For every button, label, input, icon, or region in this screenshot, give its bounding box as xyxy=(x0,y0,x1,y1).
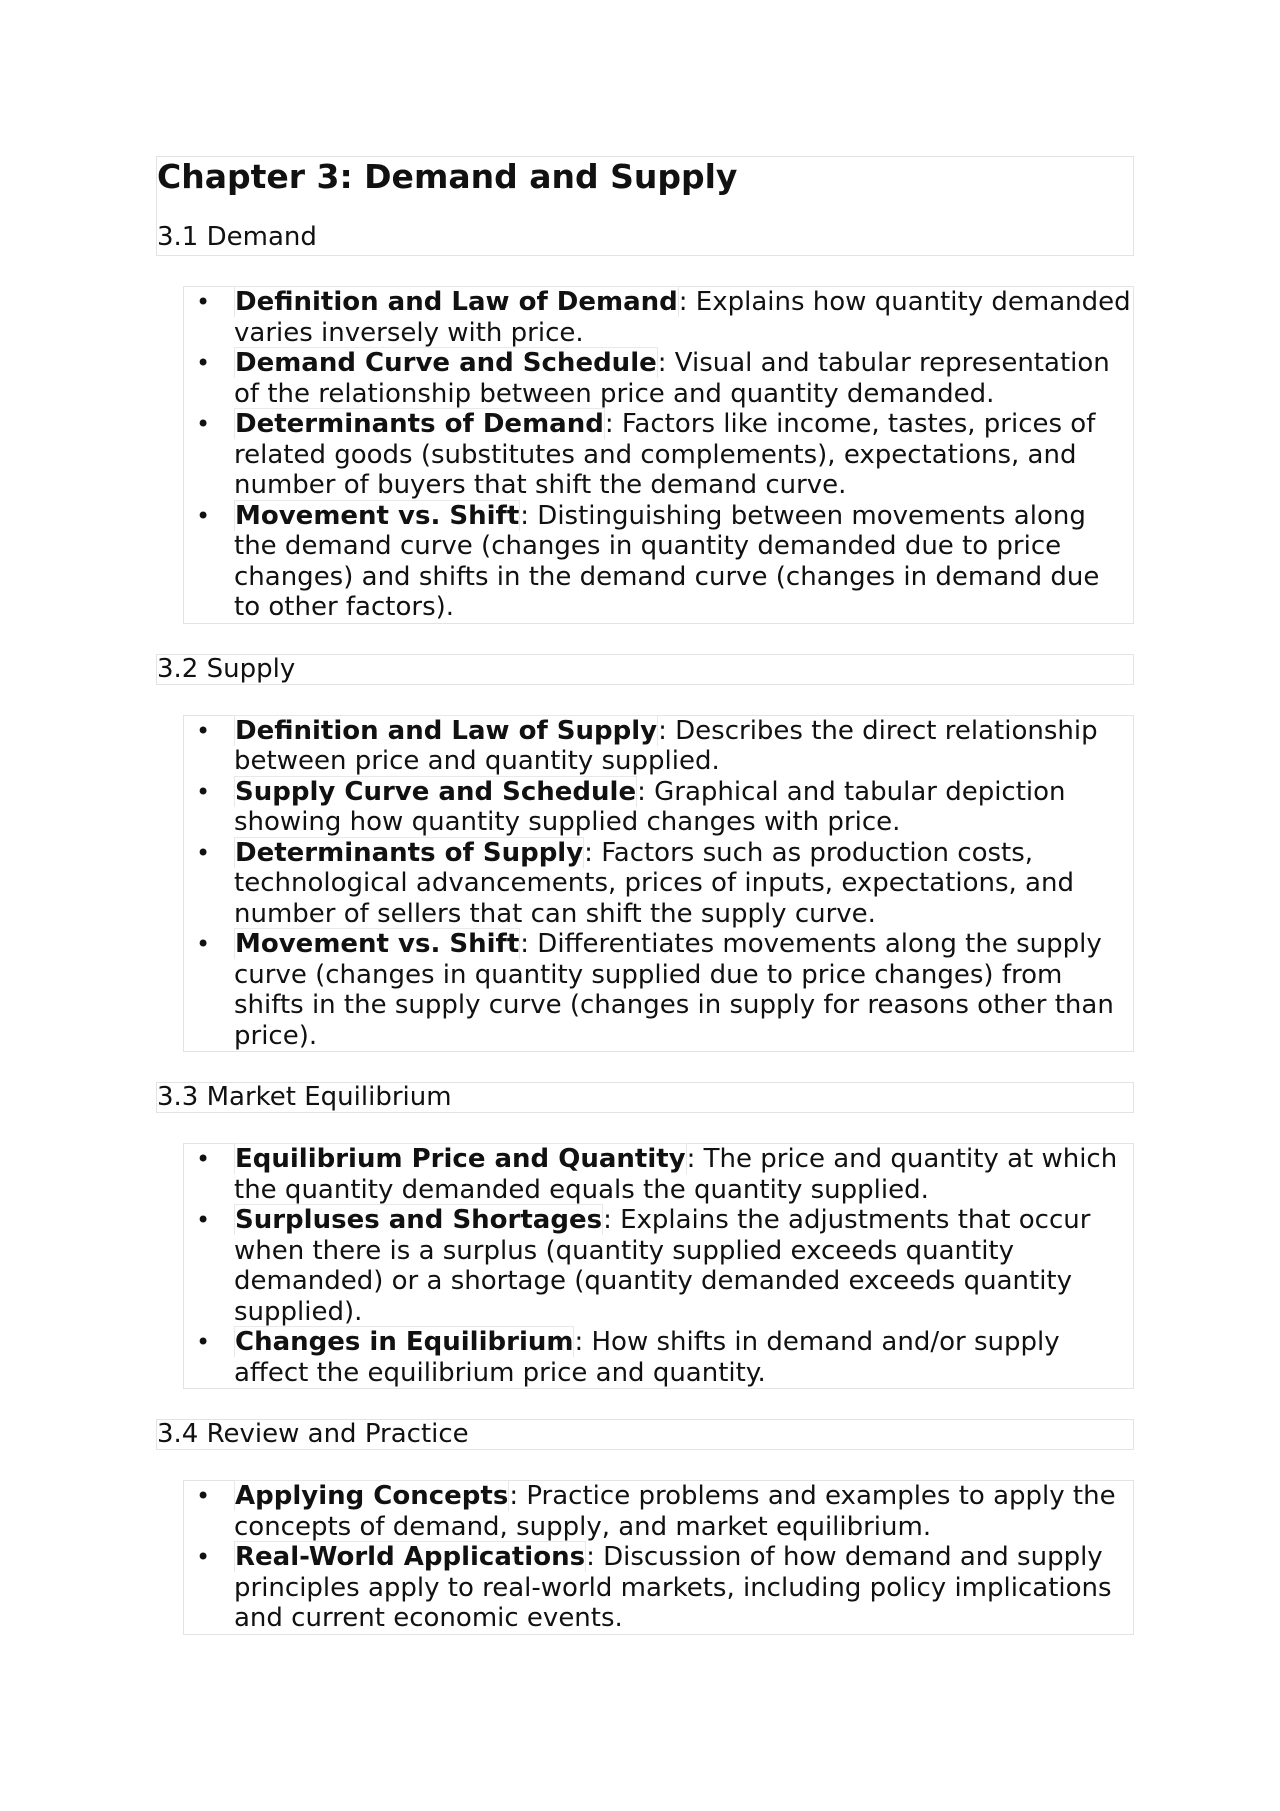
item-text: : Distinguishing between movements along the demand curve (changes in quantity demanded due to price changes) and shifts in the demand curve (changes in demand due to other factors). xyxy=(234,500,1100,622)
item-term: Movement vs. Shift xyxy=(235,500,520,531)
document-page xyxy=(156,156,1134,1665)
item-term: Determinants of Supply xyxy=(235,837,584,868)
item-text: : Explains the adjustments that occur when there is a surplus (quantity supplied exceeds quantity demanded) or a shortage (quantity demanded exceeds quantity supplied). xyxy=(234,1205,1091,1327)
list-item xyxy=(184,1481,1133,1542)
list-item xyxy=(184,501,1133,623)
item-text: : Practice problems and examples to apply the concepts of demand, supply, and market equilibrium. xyxy=(234,1481,1116,1542)
demand-list xyxy=(183,286,1134,624)
bullet-icon: • xyxy=(196,1543,211,1571)
item-text: : Visual and tabular representation of the relationship between price and quantity demanded. xyxy=(234,348,1110,409)
bullet-icon: • xyxy=(196,838,211,867)
equilibrium-list xyxy=(183,1143,1134,1389)
item-term: Surpluses and Shortages xyxy=(235,1205,603,1235)
item-text: : How shifts in demand and/or supply affect the equilibrium price and quantity. xyxy=(234,1327,1060,1388)
item-term: Definition and Law of Demand xyxy=(235,287,678,317)
item-term: Real-World Applications xyxy=(235,1542,586,1572)
item-text: : Discussion of how demand and supply principles apply to real-world markets, including policy implications and current economic events. xyxy=(234,1542,1112,1633)
list-item xyxy=(184,1205,1133,1327)
bullet-icon: • xyxy=(196,716,211,745)
list-item xyxy=(184,838,1133,930)
chapter-title: Chapter 3: Demand and Supply xyxy=(157,157,738,196)
item-term: Supply Curve and Schedule xyxy=(235,776,637,807)
bullet-icon: • xyxy=(196,1328,211,1356)
review-list xyxy=(183,1480,1134,1635)
item-text: : Factors like income, tastes, prices of related goods (substitutes and complements), expectations, and number of buyers that shift the demand curve. xyxy=(234,409,1096,500)
item-term: Changes in Equilibrium xyxy=(235,1327,574,1357)
supply-list xyxy=(183,715,1134,1053)
bullet-icon: • xyxy=(196,1145,211,1173)
item-text: : Factors such as production costs, technological advancements, prices of inputs, expectations, and number of sellers that can shift the supply curve. xyxy=(234,837,1074,929)
section-heading-review-practice: 3.4 Review and Practice xyxy=(156,1419,1134,1450)
bullet-icon: • xyxy=(196,288,211,316)
bullet-icon: • xyxy=(196,501,211,530)
list-item xyxy=(184,716,1133,777)
item-term: Applying Concepts xyxy=(235,1481,509,1511)
item-term: Movement vs. Shift xyxy=(235,929,520,959)
item-text: : Explains how quantity demanded varies inversely with price. xyxy=(234,287,1131,348)
item-term: Definition and Law of Supply xyxy=(235,715,658,746)
list-item xyxy=(184,1327,1133,1388)
list-item xyxy=(184,777,1133,838)
item-text: : Describes the direct relationship between price and quantity supplied. xyxy=(234,715,1098,776)
bullet-icon: • xyxy=(196,1482,211,1510)
bullet-icon: • xyxy=(196,410,211,438)
item-text: : Graphical and tabular depiction showing how quantity supplied changes with price. xyxy=(234,776,1066,837)
item-text: : Differentiates movements along the supply curve (changes in quantity supplied due to price changes) from shifts in the supply curve (changes in supply for reasons other than price). xyxy=(234,929,1114,1051)
list-item xyxy=(184,348,1133,409)
section-heading-demand: 3.1 Demand xyxy=(157,222,317,252)
bullet-icon: • xyxy=(196,1206,211,1234)
item-term: Determinants of Demand xyxy=(235,409,604,439)
list-item xyxy=(184,287,1133,348)
bullet-icon: • xyxy=(196,930,211,958)
section-heading-market-equilibrium: 3.3 Market Equilibrium xyxy=(156,1082,1134,1113)
list-item xyxy=(184,409,1133,501)
list-item xyxy=(184,929,1133,1051)
item-text: : The price and quantity at which the quantity demanded equals the quantity supplied. xyxy=(234,1144,1118,1205)
section-heading-supply: 3.2 Supply xyxy=(156,654,1134,685)
item-term: Equilibrium Price and Quantity xyxy=(235,1144,686,1174)
bullet-icon: • xyxy=(196,349,211,377)
chapter-header xyxy=(156,156,1134,256)
item-term: Demand Curve and Schedule xyxy=(235,348,657,378)
bullet-icon: • xyxy=(196,777,211,806)
list-item xyxy=(184,1144,1133,1205)
list-item xyxy=(184,1542,1133,1634)
